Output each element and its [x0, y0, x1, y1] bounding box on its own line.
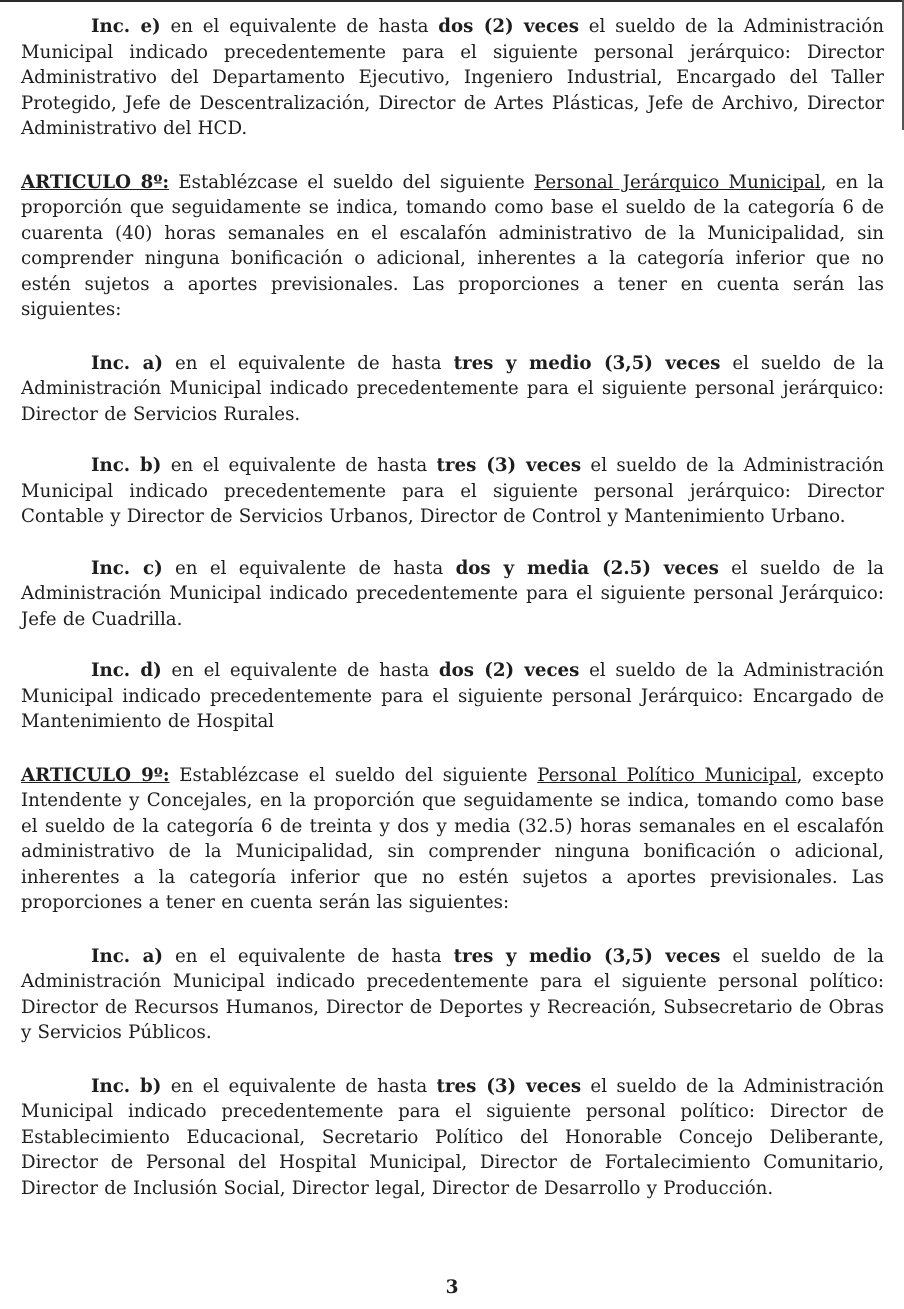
article-subject: Personal Político Municipal: [537, 764, 797, 786]
inciso-label: Inc. d): [91, 660, 162, 681]
article-heading: ARTICULO 9º:: [21, 764, 170, 786]
inciso-text: en el equivalente de hasta: [162, 557, 456, 579]
inciso-multiplier: tres (3) veces: [436, 1075, 582, 1097]
inciso-multiplier: dos (2) veces: [438, 660, 580, 681]
article-text: , excepto Intendente y Concejales, en la proporción que seguidamente se indica, tomando como base el sueldo de la categoría 6 de treinta y dos y media (32.5) horas semanales en el escalafón administrativo de la Municipalidad, sin comprender ninguna bonificación o adicional, inherentes a la categoría inferior que no estén sujetos a aportes previsionales. Las proporciones a tener en cuenta serán las siguientes:: [21, 764, 884, 913]
inciso-text: en el equivalente de hasta: [161, 660, 439, 681]
article-subject: Personal Jerárquico Municipal: [533, 171, 821, 193]
inciso-text: en el equivalente de hasta: [163, 945, 454, 967]
article-text: , en la proporción que seguidamente se indica, tomando como base el sueldo de la categoría 6 de cuarenta (40) horas semanales en el escalafón administrativo de la Municipalidad, sin comprender ninguna bonificación o adicional, inherentes a la categoría inferior que no estén sujetos a aportes previsionales. Las proporciones a tener en cuenta serán las siguientes:: [21, 171, 884, 320]
inciso-text: el sueldo de la Administración Municipal indicado precedentemente para el siguiente personal Jerárquico: Jefe de Cuadrilla.: [21, 557, 885, 630]
inciso-multiplier: tres y medio (3,5) veces: [453, 945, 721, 967]
inciso-text: el sueldo de la Administración Municipal indicado precedentemente para el siguiente personal jerárquico: Director Contable y Director de Servicios Urbanos, Director de Control y Mantenimiento Urbano.: [21, 455, 884, 527]
inciso-multiplier: dos (2) veces: [438, 16, 579, 37]
inciso-text: el sueldo de la Administración Municipal indicado precedentemente para el siguiente personal político: Director de Recursos Humanos, Director de Deportes y Recreación, Subsecretario de Obras y Servicios Públicos.: [21, 945, 885, 1043]
inciso-text: en el equivalente de hasta: [161, 455, 437, 476]
inciso-multiplier: tres y medio (3,5) veces: [453, 352, 721, 374]
top-border: [0, 0, 904, 2]
inciso-label: Inc. b): [91, 455, 162, 476]
inciso-multiplier: dos y media (2.5) veces: [455, 557, 719, 579]
inciso-label: Inc. a): [91, 945, 164, 967]
inciso-text: el sueldo de la Administración Municipal indicado precedentemente para el siguiente personal político: Director de Establecimiento Educacional, Secretario Político del Honorable Concejo Deliberante, Director de Personal del Hospital Municipal, Director de Fortalecimiento Comunitario, Director de Inclusión Social, Director legal, Director de Desarrollo y Producción.: [21, 1075, 884, 1199]
articulo-8-paragraph: [21, 170, 884, 323]
art9-inciso-a-paragraph: [21, 944, 884, 1046]
article-text: Establézcase el sueldo del siguiente: [169, 171, 534, 193]
art8-inciso-a-paragraph: [21, 351, 884, 428]
art8-inciso-b-paragraph: [21, 453, 884, 530]
article-heading: ARTICULO 8º:: [21, 171, 170, 193]
document-page: [21, 14, 884, 1201]
inciso-label: Inc. e): [91, 16, 161, 37]
art8-inciso-c-paragraph: [21, 556, 884, 633]
page-number: 3: [445, 1277, 459, 1298]
inciso-text: en el equivalente de hasta: [161, 1075, 437, 1097]
inciso-text: el sueldo de la Administración Municipal indicado precedentemente para el siguiente personal jerárquico: Director de Servicios Rurales.: [21, 352, 885, 425]
art9-inciso-b-paragraph: [21, 1074, 884, 1202]
inciso-e-paragraph: [21, 14, 884, 142]
inciso-text: en el equivalente de hasta: [163, 352, 454, 374]
article-text: Establézcase el sueldo del siguiente: [169, 764, 538, 786]
articulo-9-paragraph: [21, 763, 884, 916]
art8-inciso-d-paragraph: [21, 658, 884, 735]
inciso-label: Inc. b): [91, 1075, 162, 1097]
inciso-label: Inc. c): [91, 557, 163, 579]
inciso-label: Inc. a): [91, 352, 164, 374]
inciso-multiplier: tres (3) veces: [436, 455, 582, 476]
inciso-text: el sueldo de la Administración Municipal indicado precedentemente para el siguiente personal Jerárquico: Encargado de Mantenimiento de Hospital: [21, 660, 884, 732]
inciso-text: el sueldo de la Administración Municipal indicado precedentemente para el siguiente personal jerárquico: Director Administrativo del Departamento Ejecutivo, Ingeniero Industrial, Encargado del Taller Protegido, Jefe de Descentralización, Director de Artes Plásticas, Jefe de Archivo, Director Administrativo del HCD.: [21, 16, 884, 139]
inciso-text: en el equivalente de hasta: [160, 16, 439, 37]
